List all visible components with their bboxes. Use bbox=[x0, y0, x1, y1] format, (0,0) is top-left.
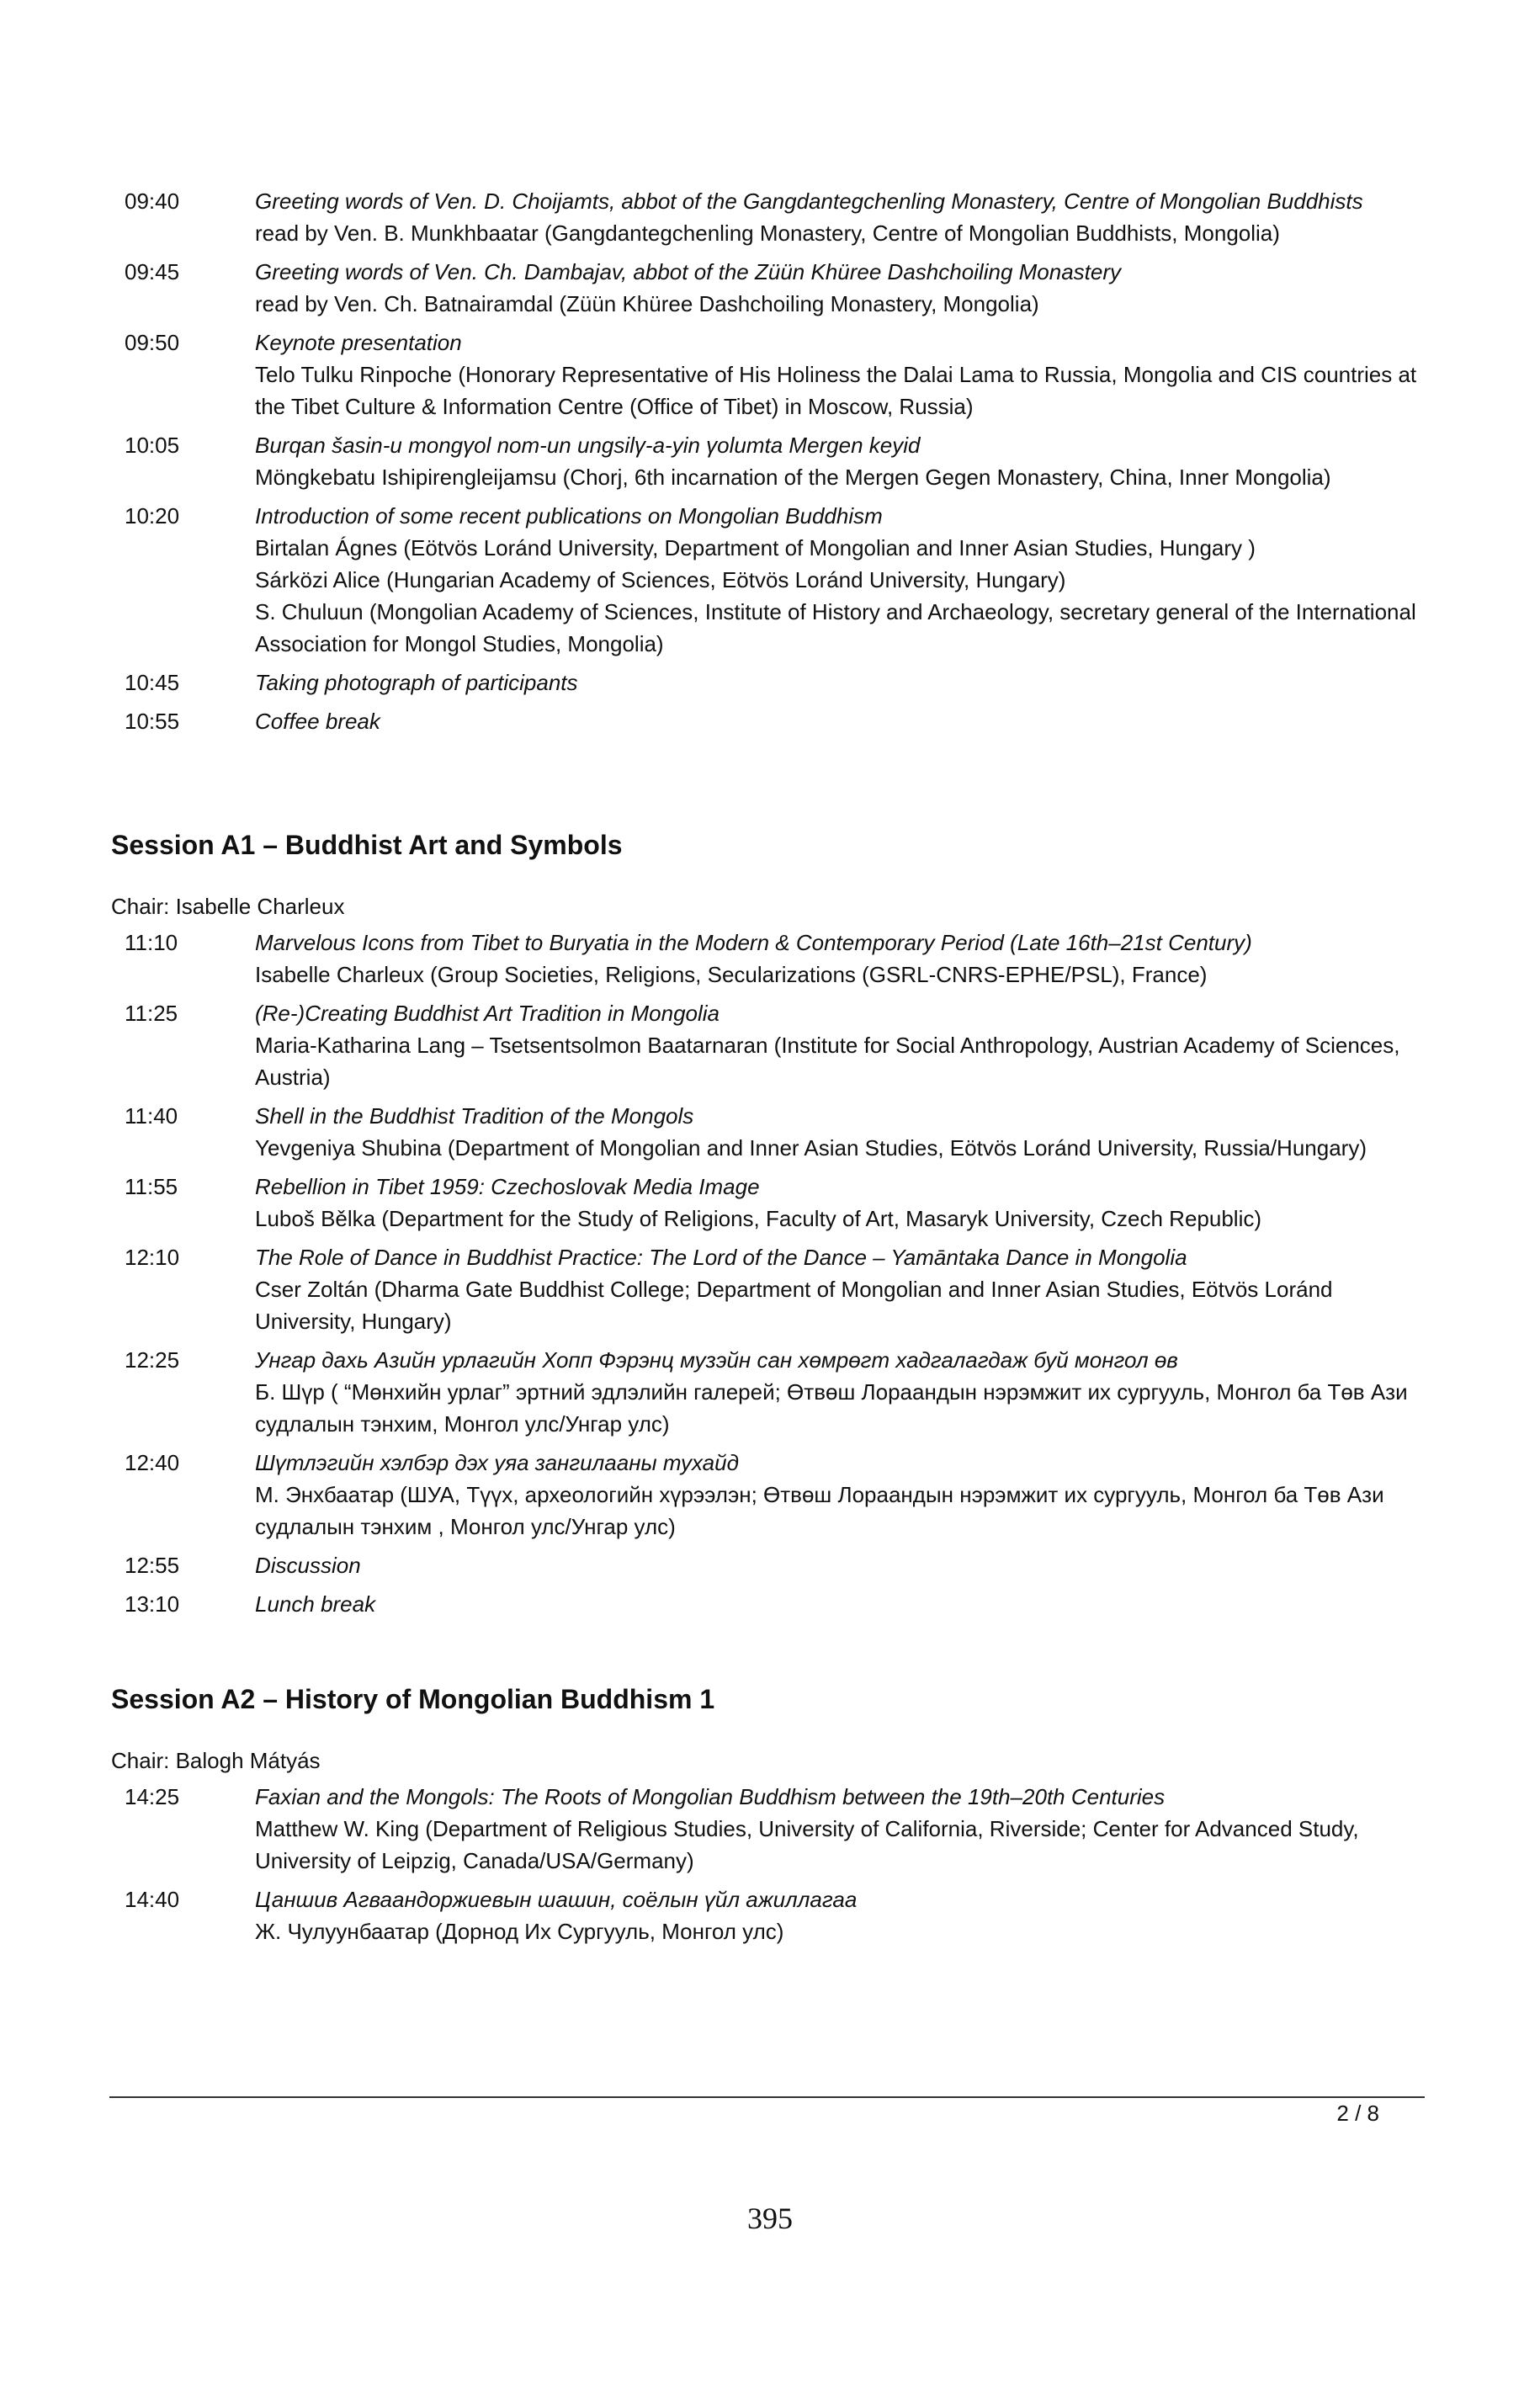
entry-title: Шүтлэгийн хэлбэр дэх уяа зангилааны тухайд bbox=[255, 1450, 739, 1475]
entry-speaker: read by Ven. Ch. Batnairamdal (Züün Khüree Dashchoiling Monastery, Mongolia) bbox=[255, 291, 1039, 316]
entry-time: 09:40 bbox=[125, 189, 180, 214]
schedule-entry bbox=[0, 1781, 1540, 1877]
opening-schedule bbox=[0, 185, 1540, 744]
schedule-entry bbox=[0, 997, 1540, 1093]
page-number: 395 bbox=[747, 2202, 793, 2235]
entry-speaker: М. Энхбаатар (ШУА, Түүх, археологийн хүрээлэн; Өтвөш Лораандын нэрэмжит их сургууль, Монгол ба Төв Ази судлалын тэнхим , Монгол улс/Унгар улс) bbox=[255, 1482, 1384, 1539]
entry-title: Introduction of some recent publications on Mongolian Buddhism bbox=[255, 503, 883, 529]
entry-speaker: Telo Tulku Rinpoche (Honorary Representative of His Holiness the Dalai Lama to Russia, Mongolia and CIS countries at the Tibet Culture & Information Centre (Office of Tibet) in Moscow, Russia) bbox=[255, 362, 1417, 419]
entry-title: Rebellion in Tibet 1959: Czechoslovak Media Image bbox=[255, 1174, 760, 1199]
schedule-entry bbox=[0, 429, 1540, 493]
entry-content bbox=[255, 256, 1421, 320]
entry-title: Faxian and the Mongols: The Roots of Mongolian Buddhism between the 19th–20th Centuries bbox=[255, 1784, 1166, 1809]
entry-time: 13:10 bbox=[125, 1591, 180, 1617]
entry-title: Keynote presentation bbox=[255, 330, 462, 355]
entry-speaker: Yevgeniya Shubina (Department of Mongolian and Inner Asian Studies, Eötvös Loránd University, Russia/Hungary) bbox=[255, 1135, 1367, 1161]
entry-title: Marvelous Icons from Tibet to Buryatia in the Modern & Contemporary Period (Late 16th–21st Century) bbox=[255, 930, 1252, 955]
entry-title: Унгар дахь Азийн урлагийн Хопп Фэрэнц музэйн сан хөмрөгт хадгалагдаж буй монгол өв bbox=[255, 1347, 1178, 1373]
entry-speaker: Maria-Katharina Lang – Tsetsentsolmon Baatarnaran (Institute for Social Anthropology, Austrian Academy of Sciences, Austria) bbox=[255, 1033, 1400, 1090]
entry-content bbox=[255, 927, 1421, 991]
entry-content bbox=[255, 185, 1421, 249]
entry-time: 09:45 bbox=[125, 259, 180, 284]
entry-time: 11:55 bbox=[125, 1174, 178, 1199]
entry-time: 10:45 bbox=[125, 670, 180, 695]
schedule-entry bbox=[0, 1883, 1540, 1947]
entry-speaker: read by Ven. B. Munkhbaatar (Gangdantegchenling Monastery, Centre of Mongolian Buddhists, Mongolia) bbox=[255, 220, 1280, 246]
entry-speaker: Birtalan Ágnes (Eötvös Loránd University, Department of Mongolian and Inner Asian Studies, Hungary ) bbox=[255, 535, 1256, 560]
session-a1-schedule bbox=[0, 927, 1540, 1627]
entry-speaker: Cser Zoltán (Dharma Gate Buddhist College; Department of Mongolian and Inner Asian Studies, Eötvös Loránd University, Hungary) bbox=[255, 1277, 1333, 1334]
schedule-entry bbox=[0, 1241, 1540, 1337]
entry-content bbox=[255, 1241, 1421, 1337]
entry-content bbox=[255, 705, 1421, 737]
entry-title: (Re-)Creating Buddhist Art Tradition in Mongolia bbox=[255, 1001, 720, 1026]
entry-time: 12:10 bbox=[125, 1245, 180, 1270]
entry-time: 10:20 bbox=[125, 503, 180, 529]
entry-content bbox=[255, 327, 1421, 422]
entry-title: Shell in the Buddhist Tradition of the Mongols bbox=[255, 1103, 694, 1129]
schedule-entry bbox=[0, 927, 1540, 991]
entry-time: 12:40 bbox=[125, 1450, 180, 1475]
entry-title: Greeting words of Ven. Ch. Dambajav, abbot of the Züün Khüree Dashchoiling Monastery bbox=[255, 259, 1122, 284]
session-a2-chair: Chair: Balogh Mátyás bbox=[111, 1748, 321, 1773]
schedule-entry bbox=[0, 1549, 1540, 1581]
entry-time: 10:05 bbox=[125, 433, 180, 458]
schedule-entry bbox=[0, 1588, 1540, 1620]
schedule-entry bbox=[0, 1100, 1540, 1164]
schedule-entry bbox=[0, 500, 1540, 660]
entry-content bbox=[255, 500, 1421, 660]
entry-time: 11:25 bbox=[125, 1001, 178, 1026]
entry-title: Coffee break bbox=[255, 709, 380, 734]
footer-divider bbox=[109, 2096, 1425, 2098]
entry-title: Lunch break bbox=[255, 1591, 376, 1617]
entry-title: Taking photograph of participants bbox=[255, 670, 578, 695]
entry-speaker: Möngkebatu Ishipirengleijamsu (Chorj, 6th incarnation of the Mergen Gegen Monastery, China, Inner Mongolia) bbox=[255, 465, 1331, 490]
entry-time: 14:25 bbox=[125, 1784, 180, 1809]
entry-speaker: Matthew W. King (Department of Religious Studies, University of California, Riverside; Center for Advanced Study, University of Leipzig, Canada/USA/Germany) bbox=[255, 1816, 1359, 1873]
page-fraction: 2 / 8 bbox=[1336, 2101, 1379, 2126]
entry-content bbox=[255, 429, 1421, 493]
session-a2-heading: Session A2 – History of Mongolian Buddhism 1 bbox=[111, 1684, 715, 1714]
entry-content bbox=[255, 1883, 1421, 1947]
schedule-entry bbox=[0, 667, 1540, 699]
session-a2-schedule bbox=[0, 1781, 1540, 1954]
schedule-entry bbox=[0, 327, 1540, 422]
entry-speaker: Luboš Bělka (Department for the Study of Religions, Faculty of Art, Masaryk University, Czech Republic) bbox=[255, 1206, 1262, 1231]
entry-title: The Role of Dance in Buddhist Practice: The Lord of the Dance – Yamāntaka Dance in Mongolia bbox=[255, 1245, 1187, 1270]
entry-time: 12:25 bbox=[125, 1347, 180, 1373]
entry-time: 10:55 bbox=[125, 709, 180, 734]
entry-time: 11:40 bbox=[125, 1103, 178, 1129]
entry-content bbox=[255, 1781, 1421, 1877]
schedule-entry bbox=[0, 1171, 1540, 1235]
entry-content bbox=[255, 1344, 1421, 1440]
session-a1-heading: Session A1 – Buddhist Art and Symbols bbox=[111, 830, 623, 860]
schedule-entry bbox=[0, 256, 1540, 320]
entry-title: Greeting words of Ven. D. Choijamts, abbot of the Gangdantegchenling Monastery, Centre of Mongolian Buddhists bbox=[255, 189, 1363, 214]
entry-title: Discussion bbox=[255, 1553, 361, 1578]
entry-speaker: Ж. Чулуунбаатар (Дорнод Их Сургууль, Монгол улс) bbox=[255, 1919, 784, 1944]
schedule-entry bbox=[0, 185, 1540, 249]
schedule-entry bbox=[0, 1447, 1540, 1543]
entry-content bbox=[255, 1100, 1421, 1164]
entry-speaker: S. Chuluun (Mongolian Academy of Sciences, Institute of History and Archaeology, secretary general of the International Association for Mongol Studies, Mongolia) bbox=[255, 599, 1416, 656]
entry-speaker: Sárközi Alice (Hungarian Academy of Sciences, Eötvös Loránd University, Hungary) bbox=[255, 567, 1066, 592]
entry-content bbox=[255, 1447, 1421, 1543]
entry-title: Цаншив Агваандоржиевын шашин, соёлын үйл ажиллагаа bbox=[255, 1887, 858, 1912]
entry-content bbox=[255, 1171, 1421, 1235]
schedule-entry bbox=[0, 705, 1540, 737]
entry-content bbox=[255, 1588, 1421, 1620]
entry-speaker: Б. Шүр ( “Мөнхийн урлаг” эртний эдлэлийн галерей; Өтвөш Лораандын нэрэмжит их сургууль, Монгол ба Төв Ази судлалын тэнхим, Монгол улс/Унгар улс) bbox=[255, 1379, 1408, 1437]
entry-time: 12:55 bbox=[125, 1553, 180, 1578]
entry-title: Burqan šasin-u mongγol nom-un ungsilγ-a-yin γolumta Mergen keyid bbox=[255, 433, 921, 458]
session-a1-chair: Chair: Isabelle Charleux bbox=[111, 894, 345, 919]
entry-content bbox=[255, 997, 1421, 1093]
entry-content bbox=[255, 1549, 1421, 1581]
entry-speaker: Isabelle Charleux (Group Societies, Religions, Secularizations (GSRL-CNRS-EPHE/PSL), France) bbox=[255, 962, 1208, 987]
entry-content bbox=[255, 667, 1421, 699]
entry-time: 14:40 bbox=[125, 1887, 180, 1912]
entry-time: 09:50 bbox=[125, 330, 180, 355]
entry-time: 11:10 bbox=[125, 930, 178, 955]
schedule-entry bbox=[0, 1344, 1540, 1440]
